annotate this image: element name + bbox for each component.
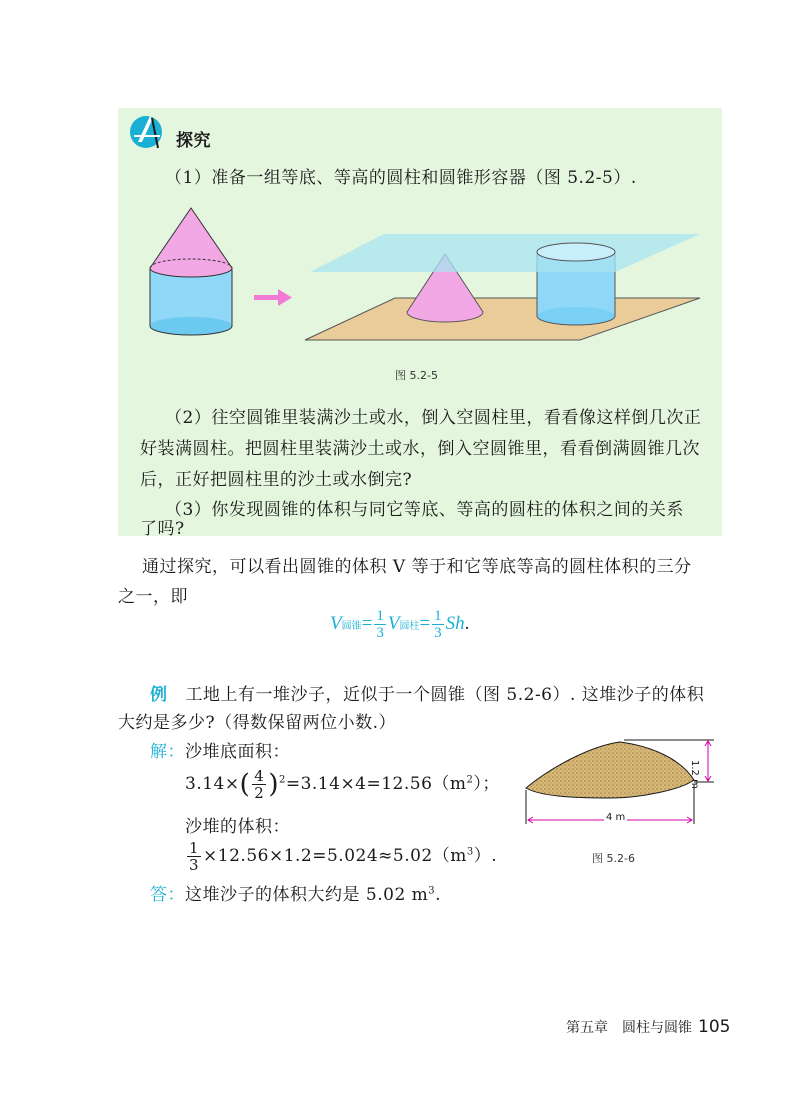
conclusion-line2: 之一，即	[118, 587, 188, 607]
example-line2: 大约是多少?（得数保留两位小数.）	[118, 713, 397, 733]
arrow-right-icon	[254, 289, 292, 306]
calc2: $\frac{1}{3}$ $\times 12.56\times 1.2=5.024\approx 5.02(m^3)$.	[189, 839, 498, 874]
explore-title: 探究	[176, 131, 211, 151]
cone-on-cylinder	[150, 208, 232, 335]
explore-step3-line1: （3）你发现圆锥的体积与同它等底、等高的圆柱的体积之间的关系	[165, 500, 684, 520]
volume-formula: V圆锥= $\frac{1}{3}$ V圆柱= $\frac{1}{3}$ Sh.	[330, 608, 470, 641]
explore-step3-line2: 了吗?	[140, 519, 185, 539]
figure2-caption: 图 5.2-6	[592, 852, 635, 865]
volume-label: 沙堆的体积：	[185, 817, 290, 837]
page-number: 105	[698, 1017, 731, 1037]
conclusion-line1: 通过探究，可以看出圆锥的体积 V 等于和它等底等高的圆柱体积的三分	[142, 557, 692, 577]
page-footer	[566, 1017, 730, 1037]
explore-step2-line1: （2）往空圆锥里装满沙土或水，倒入空圆柱里，看看像这样倒几次正	[165, 408, 702, 428]
answer: 答：这堆沙子的体积大约是 5.02 $m^3$.	[150, 885, 442, 905]
chapter-title: 第五章 圆柱与圆锥	[566, 1020, 692, 1036]
calc1: 3.14×( $\frac{4}{2}$ )$^2=3.14\times 4=12.56(m^2)$；	[185, 767, 500, 802]
dim-height-label: 1.2 m	[689, 760, 700, 789]
solution-base-area: 解：沙堆底面积：	[150, 742, 290, 762]
explore-step1: （1）准备一组等底、等高的圆柱和圆锥形容器（图 5.2-5）.	[165, 168, 637, 188]
dim-width-label: 4 m	[606, 812, 626, 823]
example-line1: 例 工地上有一堆沙子，近似于一个圆锥（图 5.2-6）. 这堆沙子的体积	[150, 685, 705, 705]
explore-step2-line2: 好装满圆柱。把圆柱里装满沙土或水，倒入空圆锥里，看看倒满圆锥几次	[140, 439, 700, 459]
figure1-caption: 图 5.2-5	[395, 369, 438, 382]
figure-5-2-5	[140, 200, 710, 360]
explore-step2-line3: 后，正好把圆柱里的沙土或水倒完?	[140, 470, 413, 490]
explore-compass-icon	[128, 112, 174, 152]
